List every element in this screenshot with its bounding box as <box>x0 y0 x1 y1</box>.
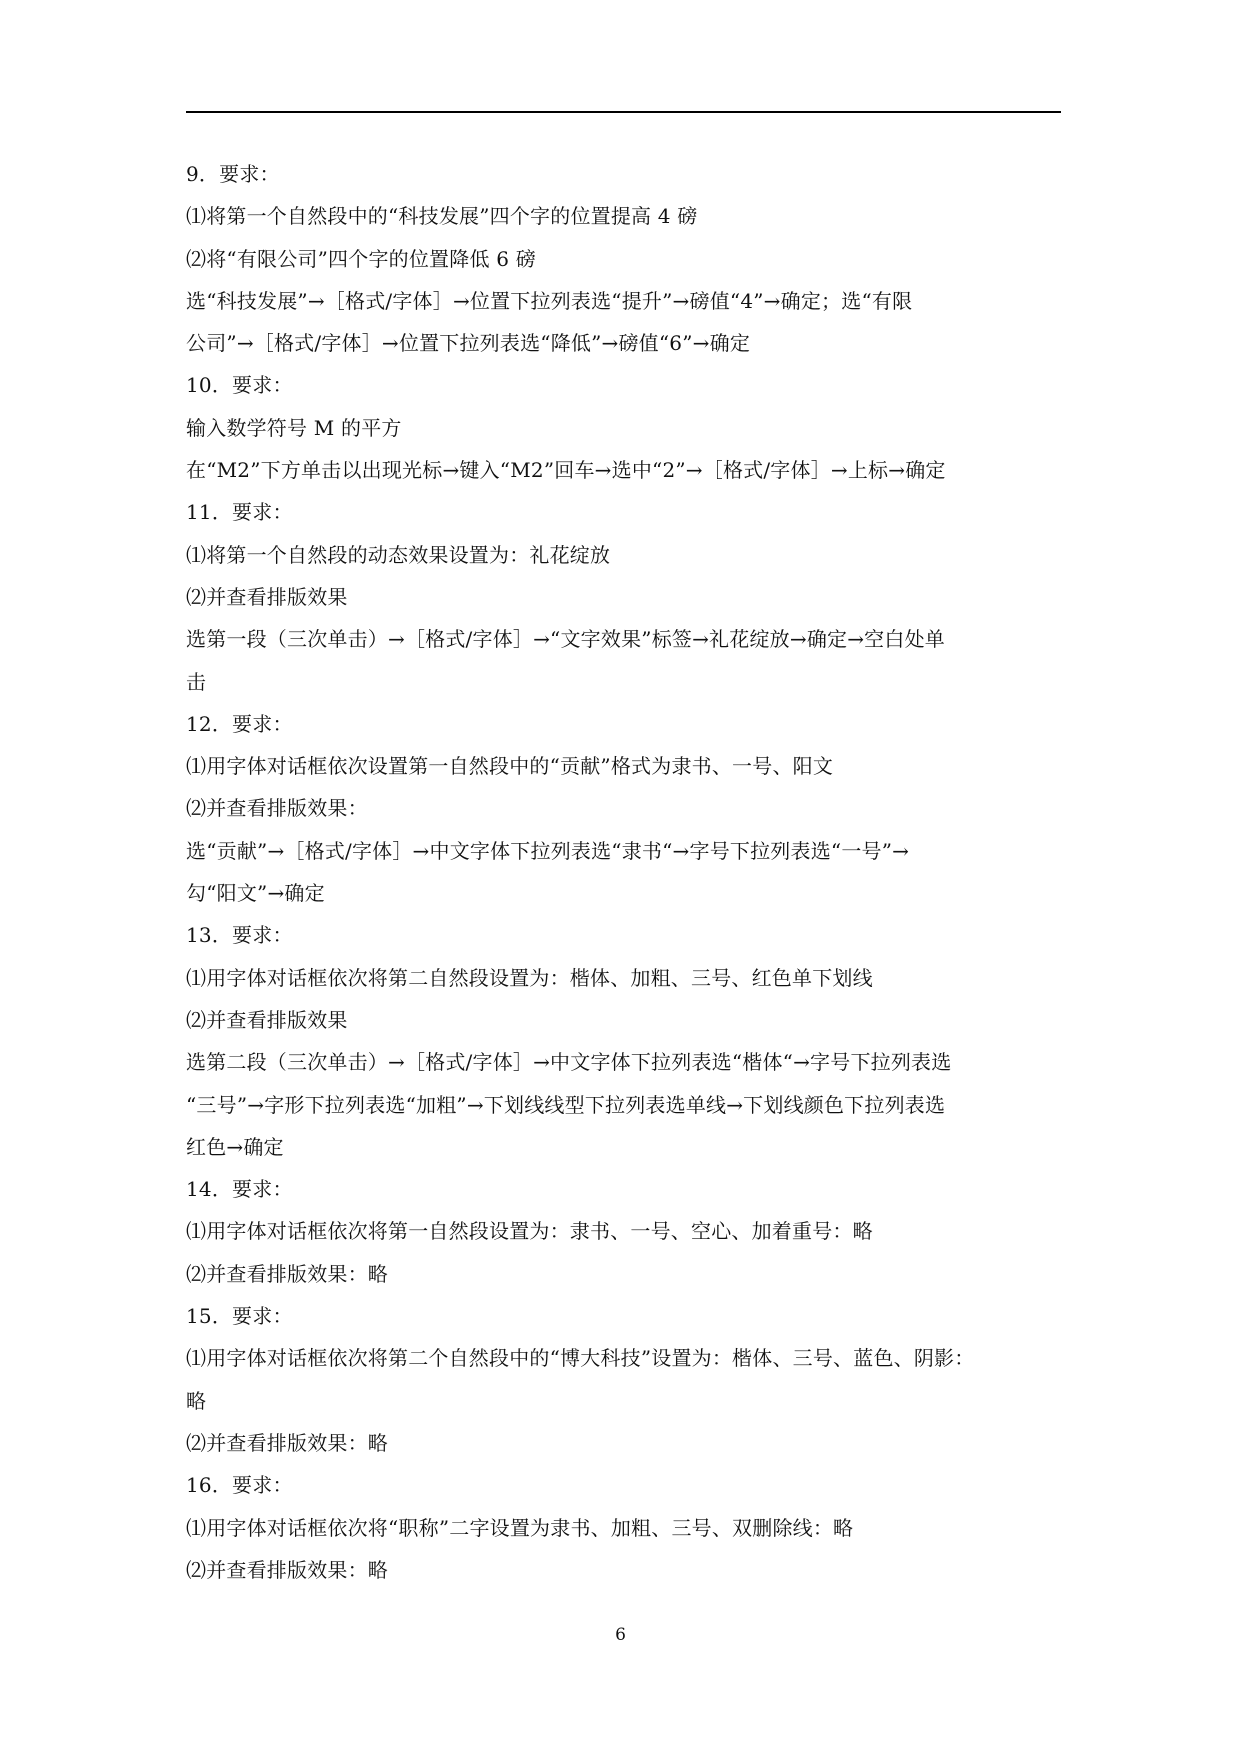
text-line: ⑴用字体对话框依次将“职称”二字设置为隶书、加粗、三号、双删除线：略 <box>186 1515 854 1540</box>
text-line: ⑵并查看排版效果 <box>186 584 348 609</box>
text-line: “三号”→字形下拉列表选“加粗”→下划线线型下拉列表选单线→下划线颜色下拉列表选 <box>186 1092 946 1117</box>
text-line: 13．要求： <box>186 923 293 948</box>
text-line: ⑴用字体对话框依次将第二自然段设置为：楷体、加粗、三号、红色单下划线 <box>186 965 873 990</box>
document-body <box>186 153 1066 1591</box>
text-line: ⑵将“有限公司”四个字的位置降低 6 磅 <box>186 246 536 271</box>
page-number: 6 <box>615 1625 626 1645</box>
text-line: 10．要求： <box>186 373 293 398</box>
text-line: ⑵并查看排版效果 <box>186 1007 348 1032</box>
text-line: 12．要求： <box>186 711 293 736</box>
text-line: 选第二段（三次单击）→［格式/字体］→中文字体下拉列表选“楷体“→字号下拉列表选 <box>186 1050 952 1075</box>
text-line: 11．要求： <box>186 500 293 525</box>
text-line: 勾“阳文”→确定 <box>186 881 325 906</box>
text-line: 16．要求： <box>186 1473 293 1498</box>
text-line: ⑵并查看排版效果：略 <box>186 1261 388 1286</box>
header-rule <box>186 111 1061 113</box>
text-line: ⑵并查看排版效果：略 <box>186 1430 388 1455</box>
text-line: ⑴将第一个自然段的动态效果设置为：礼花绽放 <box>186 542 611 567</box>
text-line: 在“M2”下方单击以出现光标→键入“M2”回车→选中“2”→［格式/字体］→上标→确定 <box>186 458 946 483</box>
text-line: 9．要求： <box>186 162 280 186</box>
text-line: ⑴用字体对话框依次将第一自然段设置为：隶书、一号、空心、加着重号：略 <box>186 1219 873 1244</box>
text-line: ⑴将第一个自然段中的“科技发展”四个字的位置提高 4 磅 <box>186 204 698 229</box>
text-line: ⑴用字体对话框依次将第二个自然段中的“博大科技”设置为：楷体、三号、蓝色、阴影： <box>186 1346 975 1371</box>
text-line: 输入数学符号 M 的平方 <box>186 415 402 440</box>
text-line: 14．要求： <box>186 1177 293 1202</box>
text-line: ⑴用字体对话框依次设置第一自然段中的“贡献”格式为隶书、一号、阳文 <box>186 754 834 779</box>
text-line: 选“贡献”→［格式/字体］→中文字体下拉列表选“隶书“→字号下拉列表选“一号”→ <box>186 838 910 863</box>
text-line: 红色→确定 <box>186 1134 284 1159</box>
text-line: 击 <box>186 669 207 694</box>
text-line: ⑵并查看排版效果：略 <box>186 1557 388 1582</box>
text-line: ⑵并查看排版效果： <box>186 796 368 821</box>
text-line: 略 <box>186 1388 207 1413</box>
text-line: 公司”→［格式/字体］→位置下拉列表选“降低”→磅值“6”→确定 <box>186 331 751 356</box>
text-line: 15．要求： <box>186 1304 293 1329</box>
text-line: 选“科技发展”→［格式/字体］→位置下拉列表选“提升”→磅值“4”→确定；选“有限 <box>186 288 913 313</box>
text-line: 选第一段（三次单击）→［格式/字体］→“文字效果”标签→礼花绽放→确定→空白处单 <box>186 627 945 652</box>
